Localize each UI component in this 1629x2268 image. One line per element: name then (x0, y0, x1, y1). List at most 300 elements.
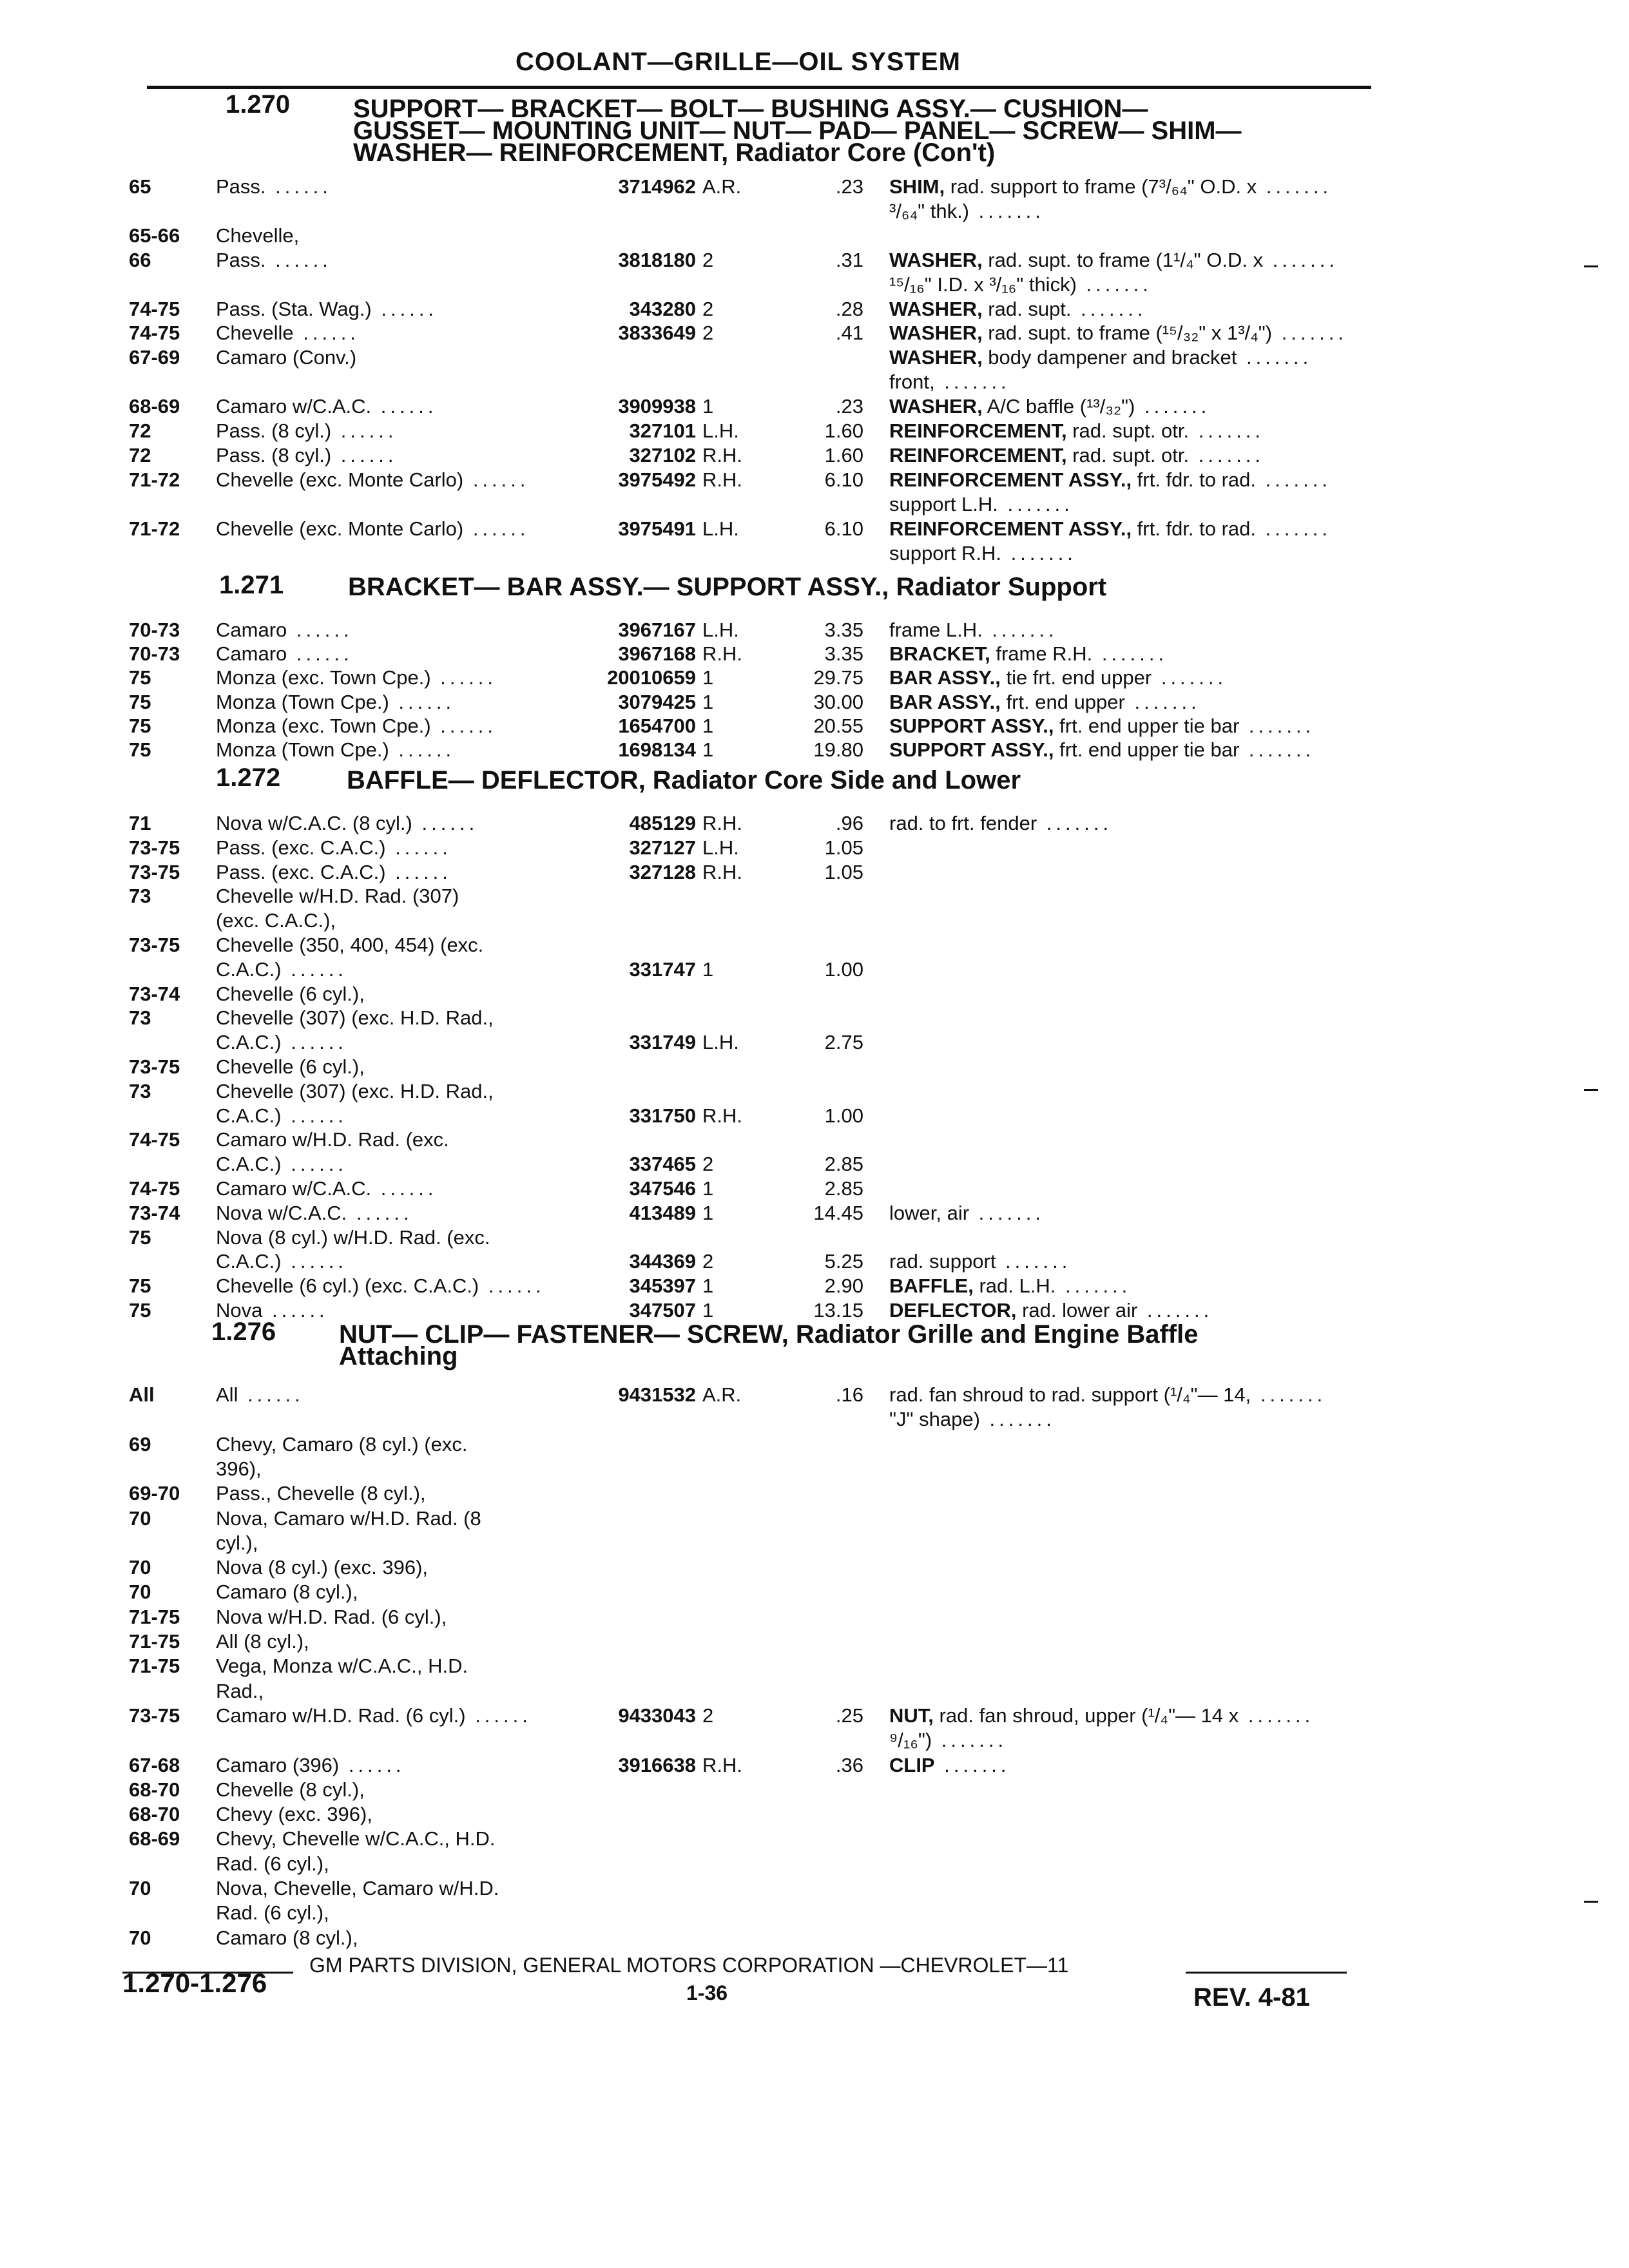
year-cell: 74-75 (129, 297, 180, 320)
description-text: rad. to frt. fender (889, 812, 1037, 834)
year-cell: 70-73 (129, 642, 180, 666)
year-cell: 75 (129, 690, 151, 713)
leader-dots: ...... (385, 836, 452, 859)
part-number-cell: 9433043 (618, 1704, 696, 1727)
quantity-cell: 2 (702, 322, 714, 345)
model-cell: Camaro (8 cyl.), (216, 1926, 358, 1949)
description-text: support R.H. (889, 541, 1002, 564)
year-cell: 70 (129, 1581, 151, 1604)
leader-dots: ...... (412, 812, 479, 834)
part-number-cell: 3975492 (618, 468, 696, 491)
model-cell: C.A.C.) ...... (216, 1250, 347, 1273)
leader-dots: ....... (969, 199, 1045, 222)
description-text: rad. supt. (982, 297, 1072, 320)
footer-rule-right (1186, 1972, 1347, 1974)
price-cell: 5.25 (824, 1250, 863, 1273)
price-cell: 1.05 (824, 860, 863, 883)
model-cell: Chevelle (8 cyl.), (216, 1778, 365, 1801)
table-row (0, 1851, 1629, 1877)
footer-revision: REV. 4-81 (1193, 1983, 1310, 2012)
model-cell: Chevelle (6 cyl.) (exc. C.A.C.) ...... (216, 1274, 545, 1298)
part-number-cell: 3818180 (618, 248, 696, 271)
part-number-cell: 344369 (629, 1250, 696, 1273)
section-title: GUSSET— MOUNTING UNIT— NUT— PAD— PANEL— SCREW— SHIM— (353, 117, 1242, 145)
price-cell: 2.90 (824, 1274, 863, 1298)
table-row (0, 1727, 1629, 1753)
section-title: Attaching (339, 1342, 458, 1370)
year-cell: 75 (129, 714, 151, 737)
description-text: rad. L.H. (973, 1274, 1056, 1298)
model-cell: Pass. (exc. C.A.C.) ...... (216, 836, 452, 859)
table-row (0, 665, 1629, 691)
table-row (0, 1703, 1629, 1729)
leader-dots: ...... (371, 1177, 438, 1200)
description-keyword: SHIM, (889, 175, 945, 198)
model-cell: Chevelle ...... (216, 322, 360, 345)
model-cell: (exc. C.A.C.), (216, 909, 336, 932)
table-row (0, 1678, 1629, 1704)
model-cell: C.A.C.) ...... (216, 1153, 347, 1176)
table-row (0, 713, 1629, 739)
leader-dots: ...... (371, 395, 438, 418)
part-number-cell: 3079425 (618, 690, 696, 713)
description-keyword: SUPPORT ASSY., (889, 714, 1054, 737)
description-keyword: REINFORCEMENT, (889, 443, 1067, 466)
margin-mark (1584, 1901, 1598, 1903)
section-title: BRACKET— BAR ASSY.— SUPPORT ASSY., Radiator Support (348, 573, 1107, 601)
part-number-cell: 3967167 (618, 619, 696, 641)
description-keyword: WASHER, (889, 395, 983, 418)
year-cell: 74-75 (129, 1177, 180, 1200)
model-cell: Chevelle (307) (exc. H.D. Rad., (216, 1079, 494, 1102)
year-cell: 73-75 (129, 934, 180, 956)
leader-dots: ....... (1239, 738, 1315, 761)
table-row (0, 1030, 1629, 1055)
table-row (0, 223, 1629, 249)
table-row (0, 1481, 1629, 1506)
price-cell: 1.60 (824, 419, 863, 442)
quantity-cell: R.H. (702, 1104, 742, 1127)
description-text: frt. end upper (1000, 690, 1125, 713)
part-number-cell: 485129 (629, 812, 696, 834)
description-keyword: REINFORCEMENT ASSY., (889, 468, 1132, 491)
leader-dots: ....... (1137, 1299, 1213, 1321)
table-row (0, 1151, 1629, 1177)
model-cell: Chevelle (exc. Monte Carlo) ...... (216, 468, 530, 491)
year-cell: 70 (129, 1926, 151, 1949)
price-cell: .41 (835, 322, 863, 345)
model-cell: Pass. (exc. C.A.C.) ...... (216, 860, 452, 883)
year-cell: 71-72 (129, 517, 180, 540)
year-cell: 72 (129, 419, 151, 442)
model-cell: Nova w/C.A.C. (8 cyl.) ...... (216, 812, 479, 834)
part-number-cell: 3714962 (618, 175, 696, 198)
leader-dots: ...... (389, 690, 456, 713)
table-row (0, 1432, 1629, 1457)
description-cell (889, 541, 1077, 566)
price-cell: 29.75 (813, 666, 863, 689)
description-cell (889, 345, 1312, 370)
table-row (0, 737, 1629, 763)
year-cell: 73 (129, 885, 151, 908)
part-number-cell: 1654700 (618, 714, 696, 737)
table-row (0, 1826, 1629, 1852)
part-number-cell: 327128 (629, 860, 696, 883)
section-title: SUPPORT— BRACKET— BOLT— BUSHING ASSY.— CUSHION— (353, 95, 1148, 123)
description-keyword: BAFFLE, (889, 1274, 974, 1298)
part-number-cell: 347546 (629, 1177, 696, 1200)
year-cell: 67-68 (129, 1753, 180, 1776)
year-cell: 75 (129, 1225, 151, 1249)
quantity-cell: R.H. (702, 860, 742, 883)
part-number-cell: 331749 (629, 1031, 696, 1054)
description-keyword: SUPPORT ASSY., (889, 738, 1054, 761)
leader-dots: ...... (479, 1274, 545, 1298)
description-keyword: REINFORCEMENT, (889, 419, 1067, 442)
model-cell: Chevelle w/H.D. Rad. (307) (216, 885, 459, 908)
year-cell: 73-74 (129, 1201, 180, 1224)
model-cell: cyl.), (216, 1531, 258, 1554)
description-text: lower, air (889, 1201, 970, 1224)
leader-dots: ....... (934, 370, 1010, 394)
quantity-cell: 1 (702, 395, 714, 418)
description-text: frame R.H. (990, 642, 1093, 666)
model-cell: Rad. (6 cyl.), (216, 1901, 329, 1925)
model-cell: All ...... (216, 1383, 304, 1406)
price-cell: 30.00 (813, 690, 863, 713)
description-cell (889, 320, 1347, 346)
description-keyword: REINFORCEMENT ASSY., (889, 517, 1132, 540)
price-cell: 19.80 (813, 738, 863, 761)
price-cell: 13.15 (813, 1299, 863, 1321)
quantity-cell: 1 (702, 738, 714, 761)
description-text: tie frt. end upper (1000, 666, 1152, 689)
price-cell: 6.10 (824, 468, 863, 491)
price-cell: .23 (835, 175, 863, 198)
description-text: frt. end upper tie bar (1054, 714, 1240, 737)
table-row (0, 835, 1629, 861)
year-cell: 72 (129, 443, 151, 466)
leader-dots: ...... (347, 1201, 413, 1224)
quantity-cell: 1 (702, 1201, 714, 1224)
quantity-cell: 2 (702, 1153, 714, 1176)
price-cell: 3.35 (824, 619, 863, 641)
description-text: ⁹/₁₆") (889, 1729, 932, 1752)
leader-dots: ....... (1239, 1704, 1315, 1727)
model-cell: Chevelle (6 cyl.), (216, 982, 365, 1005)
description-text: rad. supt. otr. (1066, 443, 1190, 466)
price-cell: 6.10 (824, 517, 863, 540)
table-row (0, 1925, 1629, 1951)
table-row (0, 1176, 1629, 1202)
description-text: frt. fdr. to rad. (1132, 517, 1257, 540)
description-cell (889, 737, 1315, 763)
leader-dots: ...... (293, 322, 360, 345)
leader-dots: ...... (331, 443, 398, 466)
leader-dots: ....... (982, 619, 1058, 641)
year-cell: 75 (129, 1299, 151, 1321)
model-cell: Nova, Chevelle, Camaro w/H.D. (216, 1877, 499, 1899)
description-keyword: NUT, (889, 1704, 934, 1727)
table-row (0, 1506, 1629, 1532)
description-text: rad. support (889, 1250, 996, 1273)
table-row (0, 883, 1629, 909)
leader-dots: ....... (1037, 812, 1113, 834)
year-cell: 65-66 (129, 224, 180, 247)
price-cell: .23 (835, 395, 863, 418)
description-text: rad. lower air (1016, 1299, 1138, 1321)
model-cell: Pass., Chevelle (8 cyl.), (216, 1482, 426, 1505)
table-row (0, 1127, 1629, 1153)
model-cell: Camaro (Conv.) (216, 346, 357, 369)
year-cell: 75 (129, 666, 151, 689)
description-cell (889, 1727, 1007, 1753)
description-cell (889, 641, 1168, 667)
description-cell (889, 1753, 1010, 1778)
model-cell: Camaro w/C.A.C. ...... (216, 1177, 438, 1200)
table-row (0, 174, 1629, 200)
model-cell: Monza (exc. Town Cpe.) ...... (216, 714, 497, 737)
model-cell: Pass. ...... (216, 248, 332, 271)
leader-dots: ....... (1152, 666, 1228, 689)
quantity-cell: L.H. (702, 419, 739, 442)
description-cell (889, 369, 1010, 395)
leader-dots: ...... (281, 1250, 347, 1273)
leader-dots: ....... (1092, 642, 1168, 666)
leader-dots: ...... (331, 419, 398, 442)
quantity-cell: R.H. (702, 1753, 742, 1776)
table-row (0, 1579, 1629, 1605)
margin-mark (1584, 1089, 1598, 1091)
page-title: COOLANT—GRILLE—OIL SYSTEM (516, 48, 961, 76)
table-row (0, 320, 1629, 346)
year-cell: 71-75 (129, 1630, 180, 1653)
table-row (0, 1200, 1629, 1226)
model-cell: Chevy, Camaro (8 cyl.) (exc. (216, 1432, 468, 1456)
description-keyword: WASHER, (889, 346, 983, 369)
leader-dots: ....... (932, 1729, 1008, 1752)
quantity-cell: L.H. (702, 1031, 739, 1054)
description-text: frt. end upper tie bar (1054, 738, 1240, 761)
leader-dots: ...... (287, 619, 353, 641)
model-cell: Pass. ...... (216, 175, 332, 198)
leader-dots: ....... (1124, 690, 1200, 713)
table-row (0, 1249, 1629, 1274)
description-cell (889, 1249, 1071, 1274)
year-cell: 70-73 (129, 619, 180, 641)
part-number-cell: 331750 (629, 1104, 696, 1127)
quantity-cell: L.H. (702, 836, 739, 859)
quantity-cell: 1 (702, 1274, 714, 1298)
leader-dots: ...... (465, 1704, 532, 1727)
year-cell: 71-72 (129, 468, 180, 491)
description-text: body dampener and bracket (982, 346, 1237, 369)
description-cell (889, 617, 1058, 643)
leader-dots: ...... (339, 1753, 405, 1776)
description-cell (889, 713, 1315, 739)
model-cell: Chevy (exc. 396), (216, 1803, 372, 1826)
leader-dots: ....... (1239, 714, 1315, 737)
table-row (0, 617, 1629, 643)
table-row (0, 641, 1629, 667)
description-cell (889, 1407, 1055, 1432)
model-cell: Chevelle, (216, 224, 300, 247)
leader-dots: ...... (430, 714, 497, 737)
year-cell: 73 (129, 1079, 151, 1102)
description-cell (889, 467, 1331, 493)
model-cell: Nova ...... (216, 1299, 329, 1321)
price-cell: 1.60 (824, 443, 863, 466)
description-keyword: BRACKET, (889, 642, 990, 666)
price-cell: 2.75 (824, 1031, 863, 1054)
model-cell: C.A.C.) ...... (216, 957, 347, 981)
year-cell: All (129, 1383, 155, 1406)
price-cell: .16 (835, 1383, 863, 1406)
table-row (0, 1456, 1629, 1482)
model-cell: 396), (216, 1457, 262, 1480)
leader-dots: ....... (996, 1250, 1072, 1273)
part-number-cell: 347507 (629, 1299, 696, 1321)
description-keyword: BAR ASSY., (889, 666, 1001, 689)
description-cell (889, 1200, 1045, 1226)
quantity-cell: L.H. (702, 517, 739, 540)
description-keyword: BAR ASSY., (889, 690, 1001, 713)
leader-dots: ...... (371, 297, 438, 320)
model-cell: Rad., (216, 1679, 264, 1702)
part-number-cell: 3833649 (618, 322, 696, 345)
part-number-cell: 331747 (629, 957, 696, 981)
description-cell (889, 1382, 1326, 1408)
year-cell: 73-75 (129, 1704, 180, 1727)
model-cell: Camaro w/H.D. Rad. (exc. (216, 1128, 449, 1151)
year-cell: 73 (129, 1006, 151, 1030)
section-number: 1.272 (216, 764, 281, 792)
table-row (0, 908, 1629, 934)
part-number-cell: 413489 (629, 1201, 696, 1224)
description-text: frt. fdr. to rad. (1132, 468, 1257, 491)
year-cell: 73-75 (129, 1055, 180, 1078)
section-title: BAFFLE— DEFLECTOR, Radiator Core Side and Lower (347, 766, 1021, 794)
table-row (0, 1225, 1629, 1251)
model-cell: Camaro (8 cyl.), (216, 1581, 358, 1604)
price-cell: .36 (835, 1753, 863, 1776)
leader-dots: ....... (1257, 175, 1333, 198)
model-cell: Nova w/C.A.C. ...... (216, 1201, 413, 1224)
description-cell (889, 689, 1200, 715)
part-number-cell: 327101 (629, 419, 696, 442)
table-row (0, 811, 1629, 836)
quantity-cell: A.R. (702, 175, 742, 198)
leader-dots: ....... (1256, 468, 1331, 491)
leader-dots: ....... (1001, 541, 1077, 564)
price-cell: .96 (835, 812, 863, 834)
table-row (0, 541, 1629, 566)
description-text: rad. fan shroud to rad. support (¹/₄"— 14, (889, 1383, 1251, 1406)
table-row (0, 1604, 1629, 1630)
top-rule (147, 86, 1371, 89)
model-cell: Monza (exc. Town Cpe.) ...... (216, 666, 497, 689)
table-row (0, 1629, 1629, 1655)
model-cell: Pass. (Sta. Wag.) ...... (216, 297, 438, 320)
year-cell: 71-75 (129, 1605, 180, 1628)
description-keyword: WASHER, (889, 248, 983, 271)
description-cell (889, 296, 1146, 322)
leader-dots: ...... (389, 738, 456, 761)
leader-dots: ....... (1076, 273, 1152, 296)
part-number-cell: 337465 (629, 1153, 696, 1176)
section-number: 1.270 (226, 90, 291, 119)
leader-dots: ...... (265, 175, 332, 198)
model-cell: Camaro w/C.A.C. ...... (216, 395, 438, 418)
part-number-cell: 3975491 (618, 517, 696, 540)
table-row (0, 516, 1629, 542)
model-cell: Camaro (396) ...... (216, 1753, 405, 1776)
table-row (0, 932, 1629, 958)
leader-dots: ....... (1189, 419, 1265, 442)
quantity-cell: 1 (702, 666, 714, 689)
description-cell (889, 1273, 1131, 1299)
leader-dots: ....... (1263, 248, 1338, 271)
model-cell: Chevelle (307) (exc. H.D. Rad., (216, 1006, 494, 1030)
table-row (0, 369, 1629, 395)
leader-dots: ....... (1251, 1383, 1327, 1406)
year-cell: 65 (129, 175, 151, 198)
table-row (0, 689, 1629, 715)
table-row (0, 1653, 1629, 1679)
part-number-cell: 3909938 (618, 395, 696, 418)
description-text: rad. support to frame (7³/₆₄" O.D. x (945, 175, 1257, 198)
year-cell: 71 (129, 812, 151, 834)
leader-dots: ....... (1256, 517, 1331, 540)
leader-dots: ....... (1237, 346, 1313, 369)
leader-dots: ....... (1055, 1274, 1132, 1298)
table-row (0, 1005, 1629, 1031)
table-row (0, 1382, 1629, 1408)
leader-dots: ....... (1135, 395, 1211, 418)
table-row (0, 467, 1629, 493)
price-cell: 14.45 (813, 1201, 863, 1224)
price-cell: 1.00 (824, 957, 863, 981)
part-number-cell: 3916638 (618, 1753, 696, 1776)
table-row (0, 860, 1629, 885)
leader-dots: ....... (1272, 322, 1348, 345)
model-cell: Pass. (8 cyl.) ...... (216, 419, 398, 442)
part-number-cell: 1698134 (618, 738, 696, 761)
footer-page-number: 1-36 (686, 1981, 728, 2004)
leader-dots: ...... (262, 1299, 329, 1321)
table-row (0, 981, 1629, 1007)
leader-dots: ...... (385, 860, 452, 883)
quantity-cell: R.H. (702, 468, 742, 491)
table-row (0, 1407, 1629, 1432)
quantity-cell: A.R. (702, 1383, 742, 1406)
model-cell: Monza (Town Cpe.) ...... (216, 738, 456, 761)
quantity-cell: 2 (702, 248, 714, 271)
model-cell: Chevelle (350, 400, 454) (exc. (216, 934, 484, 956)
part-number-cell: 20010659 (607, 666, 696, 689)
description-cell (889, 272, 1152, 298)
price-cell: 1.05 (824, 836, 863, 859)
model-cell: Nova (8 cyl.) (exc. 396), (216, 1556, 429, 1579)
leader-dots: ...... (265, 248, 332, 271)
quantity-cell: 1 (702, 1299, 714, 1321)
leader-dots: ...... (238, 1383, 304, 1406)
table-row (0, 492, 1629, 517)
leader-dots: ...... (281, 1104, 347, 1127)
leader-dots: ...... (281, 957, 347, 981)
description-text: rad. supt. to frame (1¹/₄" O.D. x (982, 248, 1264, 271)
description-text: rad. supt. to frame (¹⁵/₃₂" x 1³/₄") (982, 322, 1273, 345)
